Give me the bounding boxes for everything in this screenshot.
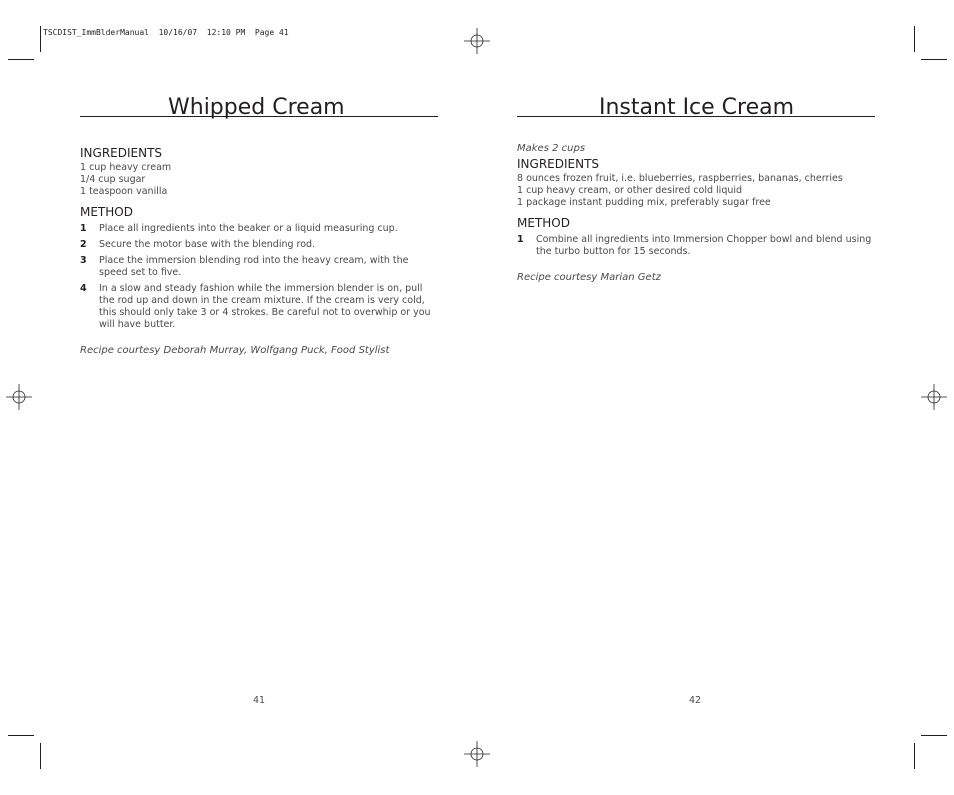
method-heading: METHOD bbox=[517, 216, 570, 230]
method-step bbox=[80, 223, 438, 235]
step-text: Place the immersion blending rod into the heavy cream, with the speed set to five. bbox=[99, 255, 409, 278]
ingredient-item: 1/4 cup sugar bbox=[80, 174, 146, 185]
crop-mark bbox=[921, 59, 947, 60]
step-number: 1 bbox=[517, 234, 524, 245]
recipe-yield: Makes 2 cups bbox=[517, 143, 586, 154]
method-steps bbox=[80, 223, 438, 331]
crop-mark bbox=[921, 735, 947, 736]
registration-mark-icon bbox=[921, 384, 947, 410]
print-slug: TSCDIST_ImmBlderManual 10/16/07 12:10 PM Page 41 bbox=[43, 28, 289, 37]
recipe-title: Whipped Cream bbox=[168, 95, 345, 120]
step-number: 1 bbox=[80, 223, 87, 234]
ingredient-item: 1 cup heavy cream bbox=[80, 162, 172, 173]
crop-mark bbox=[40, 26, 41, 52]
registration-mark-icon bbox=[464, 741, 490, 767]
crop-mark bbox=[40, 743, 41, 769]
ingredient-item: 8 ounces frozen fruit, i.e. blueberries, raspberries, bananas, cherries bbox=[517, 173, 843, 184]
right-page bbox=[517, 92, 875, 283]
ingredient-item: 1 package instant pudding mix, preferably sugar free bbox=[517, 197, 771, 208]
ingredient-item: 1 cup heavy cream, or other desired cold liquid bbox=[517, 185, 743, 196]
method-heading: METHOD bbox=[80, 205, 133, 219]
method-step bbox=[80, 283, 438, 331]
ingredients-list bbox=[517, 173, 875, 209]
crop-mark bbox=[8, 735, 34, 736]
step-text: Place all ingredients into the beaker or a liquid measuring cup. bbox=[99, 223, 398, 234]
step-text: Combine all ingredients into Immersion Chopper bowl and blend using the turbo button for 15 seconds. bbox=[536, 234, 872, 257]
registration-mark-icon bbox=[464, 28, 490, 54]
ingredients-list bbox=[80, 162, 438, 198]
left-page bbox=[80, 92, 438, 356]
page-number: 42 bbox=[689, 695, 702, 706]
step-number: 2 bbox=[80, 239, 87, 250]
crop-mark bbox=[8, 59, 34, 60]
step-text: In a slow and steady fashion while the immersion blender is on, pull the rod up and down in the cream mixture. If the cream is very cold, this should only take 3 or 4 strokes. Be careful not to overwhip or you will have butter. bbox=[99, 283, 431, 330]
registration-mark-icon bbox=[6, 384, 32, 410]
method-step bbox=[80, 255, 438, 279]
recipe-title: Instant Ice Cream bbox=[599, 95, 795, 120]
crop-mark bbox=[914, 743, 915, 769]
ingredients-heading: INGREDIENTS bbox=[80, 146, 163, 160]
ingredient-item: 1 teaspoon vanilla bbox=[80, 186, 168, 197]
method-step bbox=[517, 234, 875, 258]
page-number: 41 bbox=[253, 695, 266, 706]
step-text: Secure the motor base with the blending rod. bbox=[99, 239, 316, 250]
step-number: 4 bbox=[80, 283, 87, 294]
step-number: 3 bbox=[80, 255, 87, 266]
recipe-credit: Recipe courtesy Deborah Murray, Wolfgang Puck, Food Stylist bbox=[80, 345, 390, 356]
crop-mark bbox=[914, 26, 915, 52]
ingredients-heading: INGREDIENTS bbox=[517, 157, 600, 171]
method-step bbox=[80, 239, 438, 251]
recipe-credit: Recipe courtesy Marian Getz bbox=[517, 272, 661, 283]
method-steps bbox=[517, 234, 875, 258]
